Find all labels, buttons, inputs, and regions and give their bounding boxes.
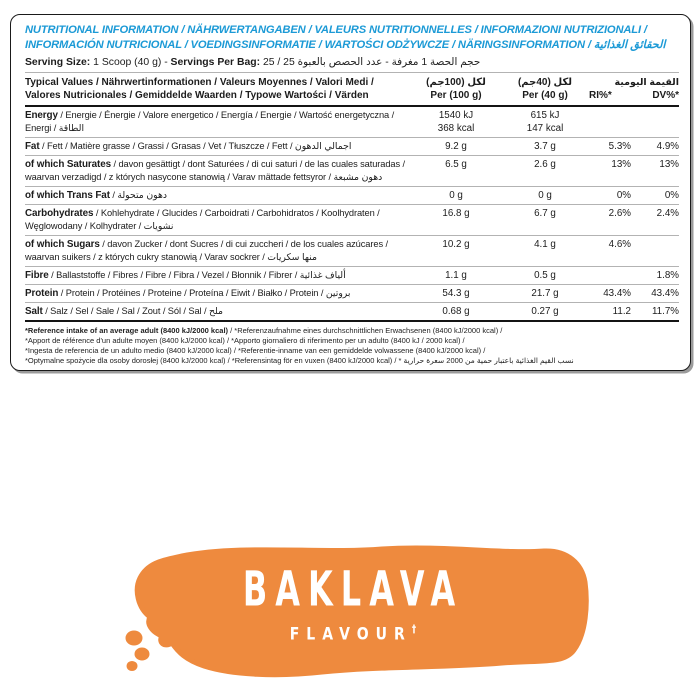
value-per-100g: [409, 269, 503, 282]
value-dv: 13%: [659, 159, 679, 170]
nutrient-translations: / Energie / Énergie / Valore energetico / Energía / Energie / Wartość energetyczna /: [57, 110, 395, 120]
nutrient-label-line1: [25, 158, 409, 171]
value-ri: 4.6%: [608, 239, 631, 250]
nutrient-name: Carbohydrates: [25, 208, 94, 219]
value-per-40g: [503, 269, 587, 282]
value-line: 615 kJ: [530, 110, 560, 121]
value-per-40g: [503, 305, 587, 318]
value-line: 9.2 g: [445, 141, 467, 152]
nutrient-name: Protein: [25, 288, 59, 299]
nutrient-row: [25, 266, 679, 284]
value-ri: 5.3%: [608, 141, 631, 152]
value-line: 1.1 g: [445, 270, 467, 281]
nutrient-label-line2: waarvan verzadigd / z których nasycone stanowią / Varav mättade fettsyror / دهون مشبعة: [25, 172, 383, 182]
value-line: 6.7 g: [534, 208, 556, 219]
nutrient-translations: / Kohlehydrate / Glucides / Carboidrati / Carbohidratos / Koolhydraten /: [93, 208, 380, 218]
nutrient-row: [25, 204, 679, 235]
value-ri: 0%: [616, 190, 631, 201]
value-per-100g: [409, 140, 503, 153]
flavour-badge: [112, 542, 594, 694]
nutrient-label-line1: [25, 238, 409, 251]
ri-header: RI%*: [589, 90, 612, 101]
serving-size-value: 1 Scoop (40 g) -: [90, 57, 171, 68]
nutrient-row: [25, 302, 679, 320]
nutrient-row: [25, 155, 679, 186]
nutrient-name: Salt: [25, 306, 43, 317]
serving-info: [25, 56, 679, 68]
value-per-40g: [503, 158, 587, 171]
value-per-100g: [409, 109, 503, 135]
nutrient-label: [25, 140, 409, 153]
value-ri: 13%: [611, 159, 631, 170]
value-line: 0.27 g: [531, 306, 559, 317]
value-line: 54.3 g: [442, 288, 470, 299]
per-40g-header: لكل (40جم) Per (40 g): [517, 77, 573, 101]
nutrient-row: [25, 186, 679, 204]
value-line: 1540 kJ: [438, 110, 474, 121]
footnote-line2: *Apport de référence d'un adulte moyen (8400 kJ/2000 kcal) / *Apporto giornaliero di riferimento per un adulto (8400 kJ / 2000 kcal) /: [25, 336, 465, 345]
servings-per-bag-label: Servings Per Bag:: [170, 57, 261, 68]
value-line: 0 g: [449, 190, 463, 201]
nutrient-name: of which Saturates: [25, 159, 111, 170]
nutrient-label: [25, 189, 409, 202]
nutrient-label: [25, 287, 409, 300]
servings-per-bag-value: 25 / حجم الحصة 1 مغرفة - عدد الحصص بالعبوة 25: [260, 57, 481, 68]
nutrient-label-line1: [25, 109, 409, 122]
nutrient-label-line1: [25, 207, 409, 220]
nutrient-name: Energy: [25, 110, 58, 121]
nutrient-name: of which Sugars: [25, 239, 100, 250]
daily-value-header: القيمة اليومية RI%* DV%*: [589, 77, 679, 101]
nutrient-translations: / Ballaststoffe / Fibres / Fibre / Fibra / Vezel / Błonnik / Fibrer / ألياف غذائية: [48, 270, 346, 280]
value-line: 16.8 g: [442, 208, 470, 219]
nutrient-label-line1: [25, 189, 409, 202]
value-per-100g: [409, 158, 503, 171]
nutrient-label-line1: [25, 287, 409, 300]
nutrient-label: [25, 305, 409, 318]
footnote-line4: *Optymalne spożycie dla osoby dorosłej (8400 kJ/2000 kcal) / *Referensintag för en vuxen (8400 kJ/2000 kcal) / * نسب القيم الغذائية باعتبار حمية من 2000 سعرة حرارية: [25, 356, 574, 365]
value-per-40g: [503, 189, 587, 202]
nutrient-name: Fat: [25, 141, 40, 152]
flavour-name: BAKLAVA: [242, 560, 464, 618]
nutrient-translations: / davon Zucker / dont Sucres / di cui zuccheri / de los cuales azúcares /: [99, 239, 388, 249]
value-dv: 43.4%: [651, 288, 679, 299]
value-per-40g: [503, 238, 587, 251]
footnotes: [25, 326, 679, 366]
nutrient-label-line1: [25, 140, 409, 153]
nutrient-row: [25, 137, 679, 155]
nutrient-label-line2: Energi / الطاقة: [25, 123, 85, 133]
nutrient-name: of which Trans Fat: [25, 190, 110, 201]
nutrient-row: [25, 107, 679, 137]
value-dv: 4.9%: [656, 141, 679, 152]
nutrient-label: [25, 109, 409, 135]
nutrient-label-line2: Węglowodany / Kolhydrater / نشويات: [25, 221, 174, 231]
footnote-line3: *Ingesta de referencia de un adulto medio (8400 kJ/2000 kcal) / *Referentie-inname van een gemiddelde volwassene (8400 kJ/2000 kcal) /: [25, 346, 486, 355]
nutrient-translations: / Fett / Matière grasse / Grassi / Grasas / Vet / Tłuszcze / Fett / اجمالي الدهون: [39, 141, 352, 151]
value-ri: 2.6%: [608, 208, 631, 219]
value-dv: 1.8%: [656, 270, 679, 281]
value-line: 0 g: [538, 190, 552, 201]
nutrition-panel: [10, 14, 691, 371]
value-per-40g: [503, 140, 587, 153]
value-per-40g: [503, 207, 587, 220]
nutrient-translations: / Protein / Protéines / Proteine / Proteína / Eiwit / Białko / Protein / بروتين: [58, 288, 351, 298]
value-line: 6.5 g: [445, 159, 467, 170]
value-ri: 11.2: [612, 306, 631, 317]
value-per-100g: [409, 305, 503, 318]
value-dv: 2.4%: [656, 208, 679, 219]
dv-header: DV%*: [652, 90, 679, 101]
footnote-line1: *Reference intake of an average adult (8400 kJ/2000 kcal) / *Referenzaufnahme eines durchschnittlichen Erwachsenen (8400 kJ/2000 kcal) /: [25, 326, 503, 335]
value-per-40g: [503, 287, 587, 300]
value-line: 4.1 g: [534, 239, 556, 250]
typical-values-header: Typical Values / Nährwertinformationen / Valeurs Moyennes / Valori Medi / Valores Nutricionales / Gemiddelde Waarden / Typowe Wartości / Värden: [25, 77, 374, 101]
value-line: 2.6 g: [534, 159, 556, 170]
panel-title-line1: NUTRITIONAL INFORMATION / NÄHRWERTANGABEN / VALEURS NUTRITIONNELLES / INFORMAZIONI NUTRIZIONALI /: [25, 24, 647, 36]
nutrient-label-line1: [25, 269, 409, 282]
nutrient-label: [25, 207, 409, 233]
value-line: 0.68 g: [442, 306, 470, 317]
panel-title-line2: INFORMACIÓN NUTRICIONAL / VOEDINGSINFORMATIE / WARTOŚCI ODŻYWCZE / NÄRINGSINFORMATION / الحقائق الغذائية: [25, 39, 666, 51]
value-per-100g: [409, 287, 503, 300]
nutrient-translations: / دهون متحولة: [109, 190, 168, 200]
value-per-100g: [409, 207, 503, 220]
value-line: 147 kcal: [526, 123, 564, 134]
nutrient-row: [25, 284, 679, 302]
value-line: 0.5 g: [534, 270, 556, 281]
value-per-100g: [409, 189, 503, 202]
nutrient-label: [25, 158, 409, 184]
nutrient-translations: / davon gesättigt / dont Saturées / di cui saturi / de las cuales saturadas /: [111, 159, 406, 169]
value-per-100g: [409, 238, 503, 251]
value-line: 10.2 g: [442, 239, 470, 250]
nutrient-row: [25, 235, 679, 266]
nutrient-translations: / Salz / Sel / Sale / Sal / Zout / Sól / Sal / ملح: [42, 306, 224, 316]
nutrient-rows: [25, 107, 679, 322]
value-dv: 0%: [664, 190, 679, 201]
value-per-40g: [503, 109, 587, 135]
nutrient-label: [25, 269, 409, 282]
value-ri: 43.4%: [603, 288, 631, 299]
per-100g-header: لكل (100جم) Per (100 g): [426, 77, 486, 101]
flavour-dagger: †: [411, 624, 417, 637]
nutrient-label: [25, 238, 409, 264]
nutrient-name: Fibre: [25, 270, 49, 281]
value-line: 368 kcal: [437, 123, 475, 134]
serving-size-label: Serving Size:: [25, 57, 91, 68]
value-line: 21.7 g: [531, 288, 559, 299]
nutrient-label-line2: waarvan suikers / z których cukry stanowią / Varav sockrer / منها سكريات: [25, 252, 317, 262]
table-header-row: [25, 72, 679, 107]
nutrient-label-line1: [25, 305, 409, 318]
value-line: 3.7 g: [534, 141, 556, 152]
flavour-word: FLAVOUR†: [289, 624, 417, 645]
value-dv: 11.7%: [651, 306, 679, 317]
